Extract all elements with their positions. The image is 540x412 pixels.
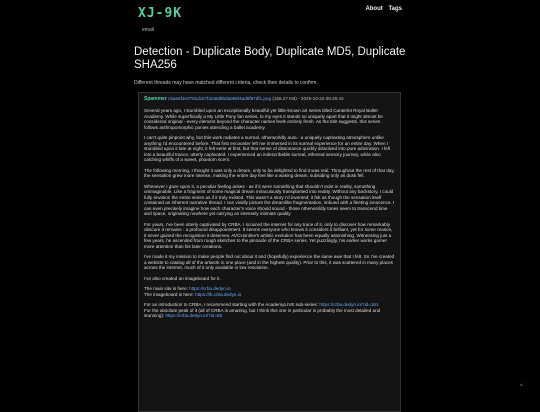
absolute-peak-label: For the absolute peak of it (all of CRBA is amazing, but I think this one in particular is probably the most detailed and stunning): xyxy=(144,307,381,318)
main-site-label: The main site is here: xyxy=(144,286,190,291)
top-bar xyxy=(0,0,540,40)
poster-name: Spammer xyxy=(144,96,167,102)
imageboard-link[interactable]: https://ib.crba.dedyn.io xyxy=(195,291,242,297)
main-site-link[interactable]: https://crba.dedyn.io xyxy=(189,286,231,291)
intro-link[interactable]: https://crba.dedyn.io/?id=161 xyxy=(319,302,379,307)
post-paragraph: Whenever I gaze upon it, a peculiar feeling arises - as if it were something that shouldn't exist in reality, something unimaginable. Like a fragment of some magical dream miraculously transplanted into reality. Without any backstory, I could fully envision the entire series as if it truly existed. This wasn't a story I'd invented; it felt as though the sensation itself contained an inherent narrative thread. I can vividly picture the dreamlike fragmentation, imbued with a fleeting innocence. I can even precisely imagine how each character's voice should sound - those otherworldly tones seem to transcend time and space, originating nowhere yet carrying an intensely intimate quality. xyxy=(144,183,395,216)
links-block xyxy=(144,292,395,298)
post-paragraph: I can't quite pinpoint why, but this work radiates a surreal, otherworldly aura - a uniquely captivating atmosphere unlike anything I'd encountered before. That first encounter left me immersed in its surreal experience for an entire day. When I stumbled upon it late at night, it felt eerie at first, but that sense of dissonance quickly dissolved into pure admiration. I fell into a beautiful trance, utterly captivated. I experienced an indescribable surreal, ethereal sensory journey, while also catching whiffs of a sweet, phantom scent. xyxy=(144,135,390,162)
post-card xyxy=(138,92,401,412)
links-block xyxy=(144,308,395,319)
page-subtitle: Different threads may have matched different criteria, check their details to confirm. xyxy=(134,80,318,86)
post-paragraph: For years, I've been utterly captivated by CRBA. I scoured the internet for any trace of it, only to discover how remarkably obscure it remains - a profound disappointment. It seems everyone who knows it considers it brilliant, yet for some reason, it never gained the recognition it deserves. AVCHonline's artistic evolution has been equally astonishing. Witnessing just a few years, he ascended from rough sketches to the pinnacle of the CRBA series. Yet puzzlingly, his earlier works garner more attention than his later creations. xyxy=(144,221,393,249)
post-paragraph: I've also created an imageboard for it. xyxy=(144,275,221,281)
absolute-peak-link[interactable]: https://crba.dedyn.io/?id=68 xyxy=(165,313,223,318)
scroll-to-top-icon[interactable]: ^ xyxy=(520,384,523,390)
post-header xyxy=(144,96,395,102)
site-logo[interactable]: XJ-9K xyxy=(138,6,183,21)
site-tagline[interactable]: email xyxy=(142,27,154,33)
top-nav xyxy=(361,6,402,12)
post-paragraph: Several years ago, I stumbled upon an exceptionally beautiful yet little-known art series titled Canterlot Royal Ballet Academy. While superficially a My Little Pony fan series, to my eyes it stands so uniquely apart that it might almost be considered original - every element beyond the character names feels entirely fresh. As the title suggests, this series follows anthropomorphic ponies attending a ballet academy. xyxy=(144,108,383,130)
post-paragraph: The following morning, I thought it was only a dream, only to be delighted to find it was real. Throughout the rest of that day, the sensation grew more intense, making the entire day feel like a waking dream, subsiding only as dusk fell. xyxy=(144,167,395,178)
intro-label: For an introduction to CRBA, I recommend starting with the AcademyLIVE sub-series: xyxy=(144,302,320,307)
nav-tags-link[interactable]: Tags xyxy=(388,6,402,12)
post-paragraph: I've made it my mission to make people find out about it and (hopefully) experience the same awe that I felt. So I've created a website to catalog all of the artwork in one place (and in the highest quality). Prior to this, it was scattered in many places across the internet, much of it only available in low resolution. xyxy=(144,254,395,270)
nav-about-link[interactable]: About xyxy=(365,6,383,12)
imageboard-label: The imageboard is here: xyxy=(144,291,196,297)
post-meta: (156.27 KB) - 2025-10-24 06:45:43 xyxy=(272,96,344,101)
page-title: Detection - Duplicate Body, Duplicate MD5, Duplicate SHA256 xyxy=(134,46,406,71)
attachment-link[interactable]: c5ae6f2e0781dc67b2a6d9bda085f4ad6f87df1.png xyxy=(168,96,272,101)
